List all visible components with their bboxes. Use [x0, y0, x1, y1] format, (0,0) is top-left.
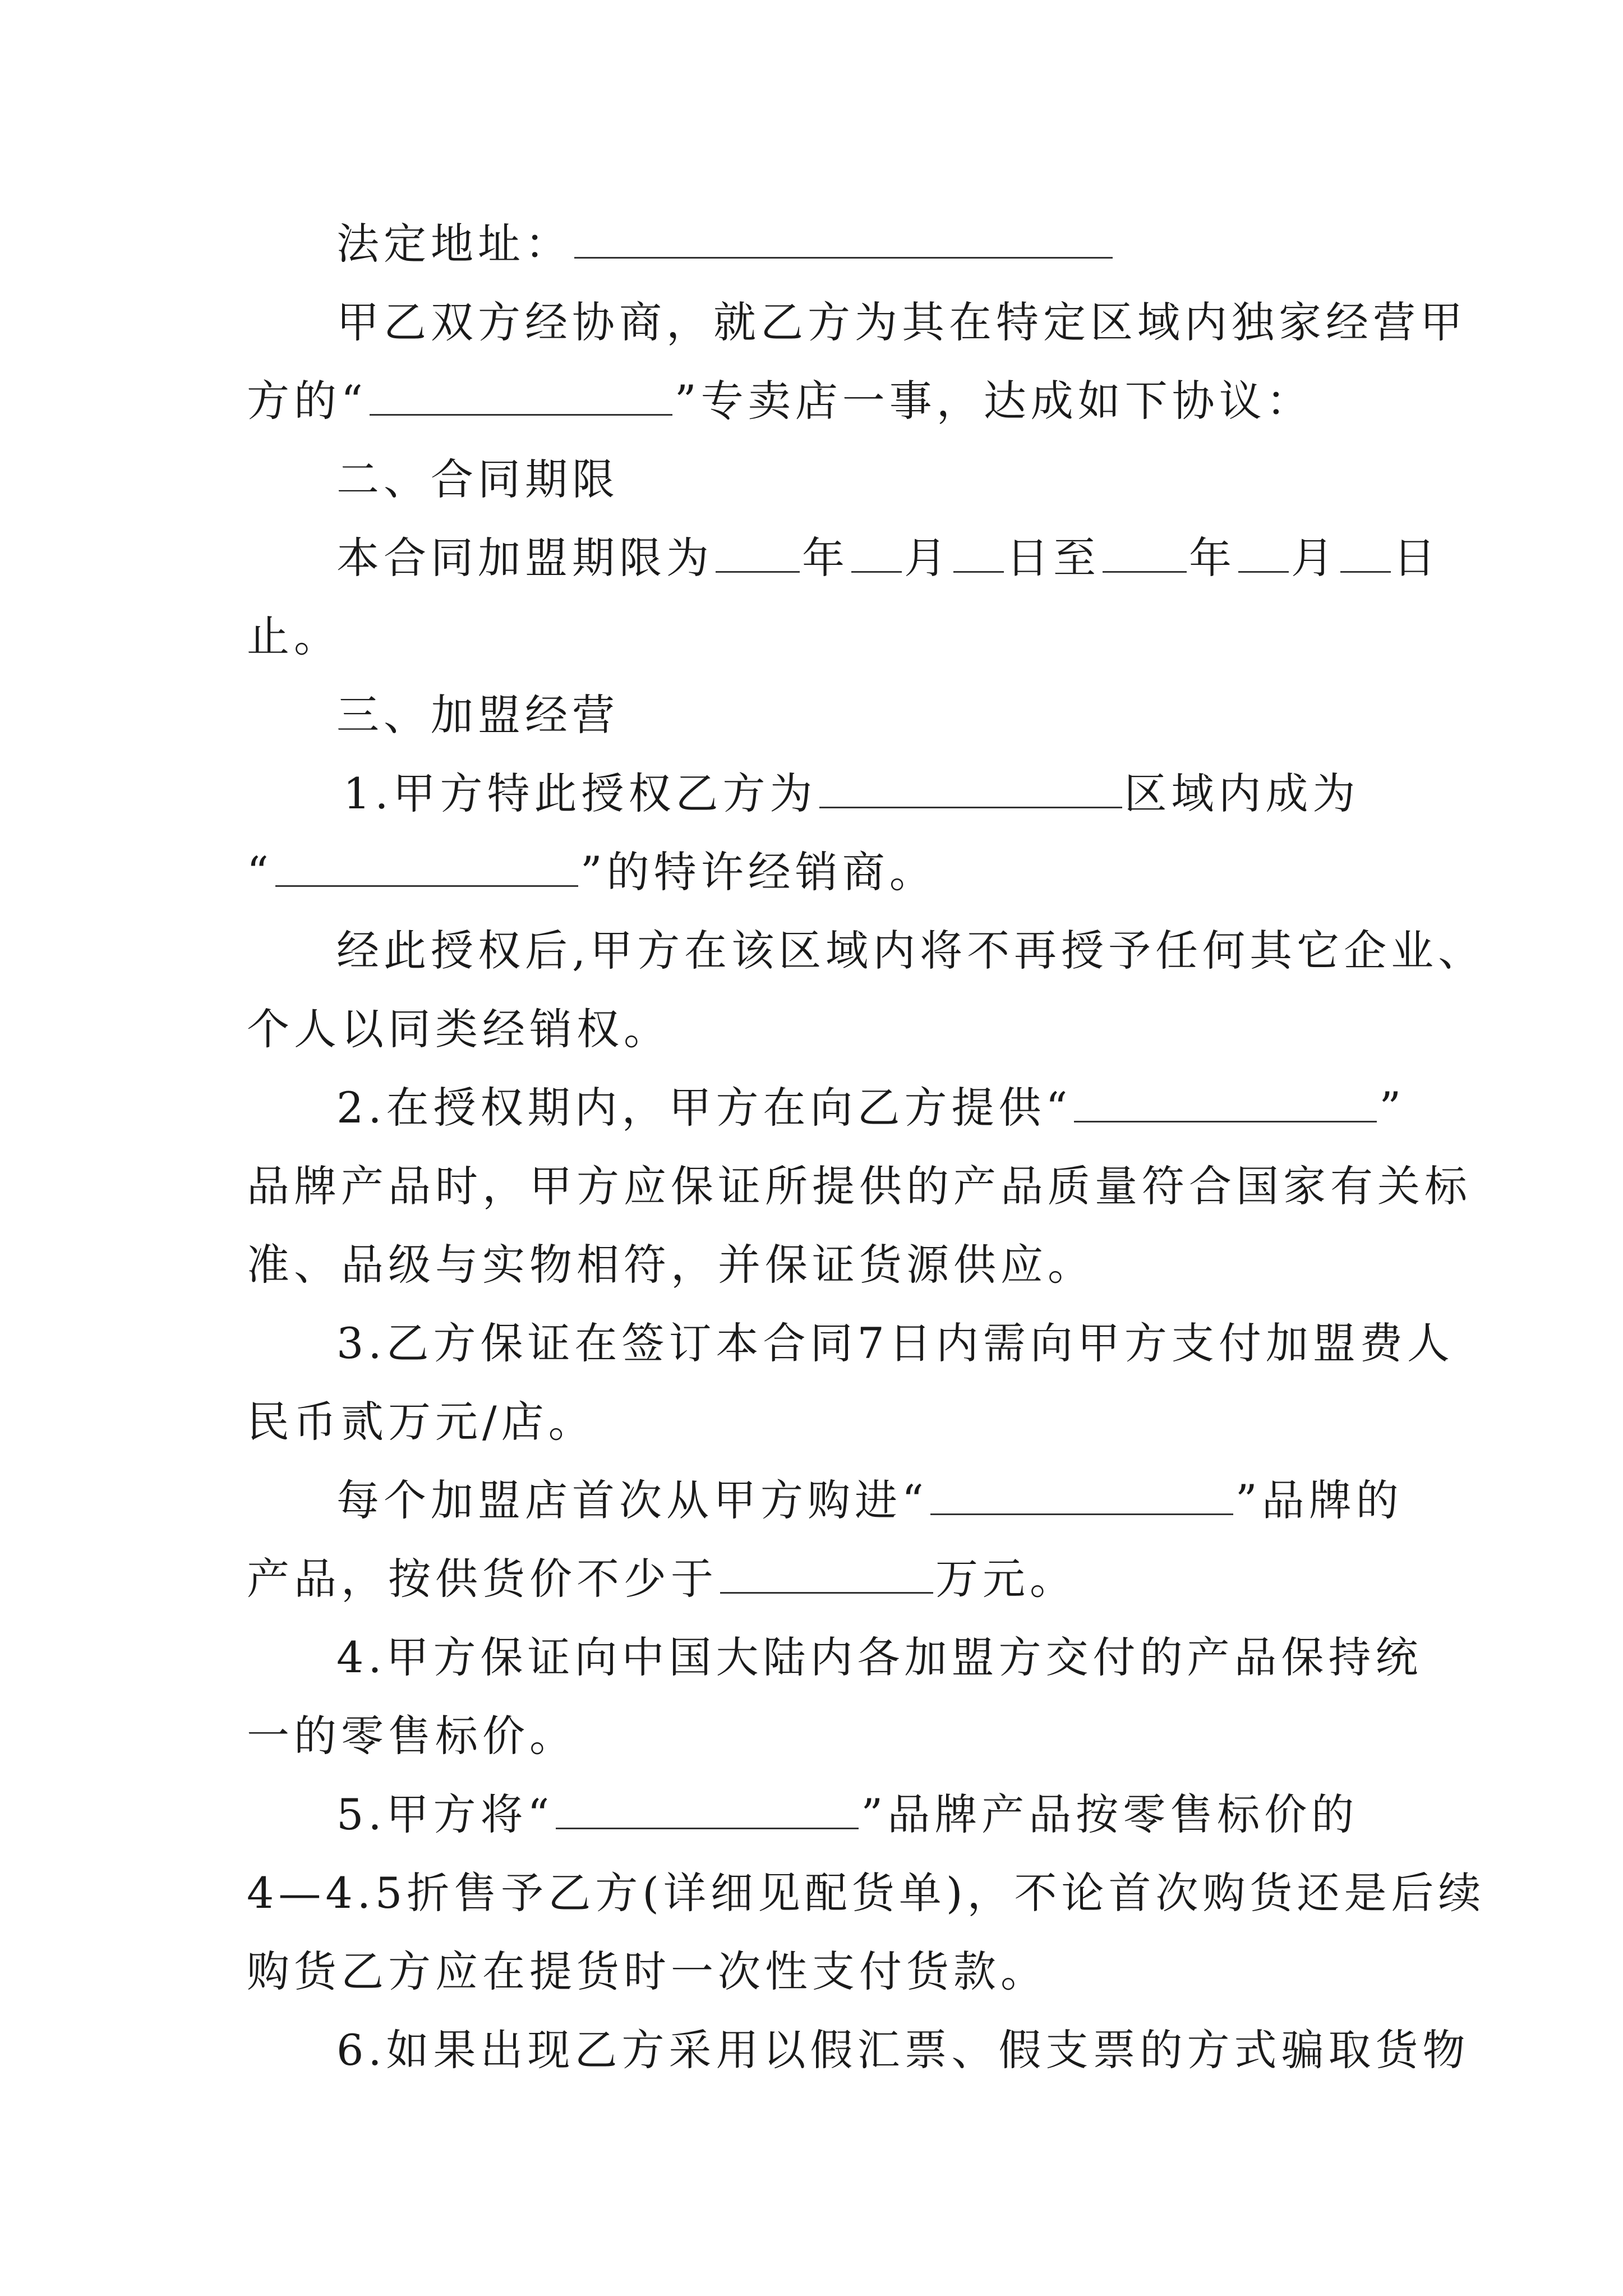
term-month-1: 月 — [904, 533, 951, 583]
item-3-line-2: 民币贰万元/店。 — [247, 1397, 596, 1447]
term-month-2: 月 — [1291, 533, 1338, 583]
term-text: 本合同加盟期限为 — [336, 533, 713, 583]
item-3-para-2-line-2 — [247, 1551, 1077, 1607]
end-year-blank — [1103, 532, 1187, 573]
item-3-para-2-line-1 — [336, 1473, 1403, 1529]
item-2-text-b: ” — [1379, 1083, 1406, 1133]
purchase-brand-blank — [930, 1474, 1233, 1515]
item-4-line-1: 4.甲方保证向中国大陆内各加盟方交付的产品保持统 — [336, 1632, 1423, 1682]
item-2-line-2: 品牌产品时，甲方应保证所提供的产品质量符合国家有关标 — [247, 1161, 1472, 1211]
item-3-text-b: ”品牌的 — [1235, 1475, 1403, 1525]
term-day-2: 日 — [1393, 533, 1440, 583]
item-5-brand-blank — [556, 1788, 859, 1829]
item-3-text-a: 每个加盟店首次从甲方购进“ — [336, 1475, 928, 1525]
item-1-text-c: “ — [247, 847, 273, 897]
address-label: 法定地址： — [336, 219, 572, 269]
intro-text-a: 方的“ — [247, 376, 367, 426]
item-3-text-c: 产品，按供货价不少于 — [247, 1554, 718, 1604]
brand-blank — [370, 375, 672, 416]
intro-line-2 — [247, 373, 1313, 429]
dealer-brand-blank — [275, 846, 578, 887]
item-1-line-1 — [343, 766, 1360, 822]
region-blank — [819, 767, 1122, 808]
end-day-blank — [1340, 532, 1391, 573]
term-end-line: 止。 — [247, 611, 341, 661]
start-month-blank — [851, 532, 902, 573]
item-1-para-2-line-1: 经此授权后,甲方在该区域内将不再授予任何其它企业、 — [336, 926, 1486, 976]
item-5-text-b: ”品牌产品按零售标价的 — [861, 1789, 1359, 1839]
item-6-line-1: 6.如果出现乙方采用以假汇票、假支票的方式骗取货物 — [336, 2025, 1470, 2075]
address-blank — [574, 218, 1113, 259]
item-1-text-d: ”的特许经销商。 — [580, 847, 937, 897]
item-1-text-a: 1.甲方特此授权乙方为 — [343, 769, 817, 818]
term-year-1: 年 — [802, 533, 849, 583]
item-1-para-2-line-2: 个人以同类经销权。 — [247, 1004, 671, 1054]
item-4-line-2: 一的零售标价。 — [247, 1711, 577, 1761]
intro-text-b: ”专卖店一事，达成如下协议： — [674, 376, 1313, 426]
intro-line-1: 甲乙双方经协商，就乙方为其在特定区域内独家经营甲 — [336, 297, 1467, 347]
end-month-blank — [1238, 532, 1289, 573]
address-line — [336, 216, 1115, 272]
section-2-heading: 二、合同期限 — [336, 454, 619, 504]
item-3-text-d: 万元。 — [935, 1554, 1077, 1604]
item-3-line-1: 3.乙方保证在签订本合同7日内需向甲方支付加盟费人 — [336, 1318, 1454, 1368]
item-2-brand-blank — [1074, 1082, 1377, 1122]
term-line — [336, 530, 1440, 586]
item-2-text-a: 2.在授权期内，甲方在向乙方提供“ — [336, 1083, 1072, 1133]
item-5-text-a: 5.甲方将“ — [336, 1789, 554, 1839]
item-2-line-3: 准、品级与实物相符，并保证货源供应。 — [247, 1240, 1095, 1290]
amount-blank — [720, 1553, 933, 1594]
start-day-blank — [953, 532, 1004, 573]
section-3-heading: 三、加盟经营 — [336, 690, 619, 740]
item-5-line-2: 4—4.5折售予乙方(详细见配货单)，不论首次购货还是后续 — [247, 1868, 1486, 1918]
item-2-line-1 — [336, 1080, 1405, 1136]
start-year-blank — [716, 532, 800, 573]
item-5-line-3: 购货乙方应在提货时一次性支付货款。 — [247, 1947, 1048, 1996]
item-5-line-1 — [336, 1787, 1358, 1843]
item-1-line-2 — [247, 844, 937, 900]
term-day-to: 日至 — [1006, 533, 1100, 583]
item-1-text-b: 区域内成为 — [1124, 769, 1360, 818]
term-year-2: 年 — [1189, 533, 1236, 583]
